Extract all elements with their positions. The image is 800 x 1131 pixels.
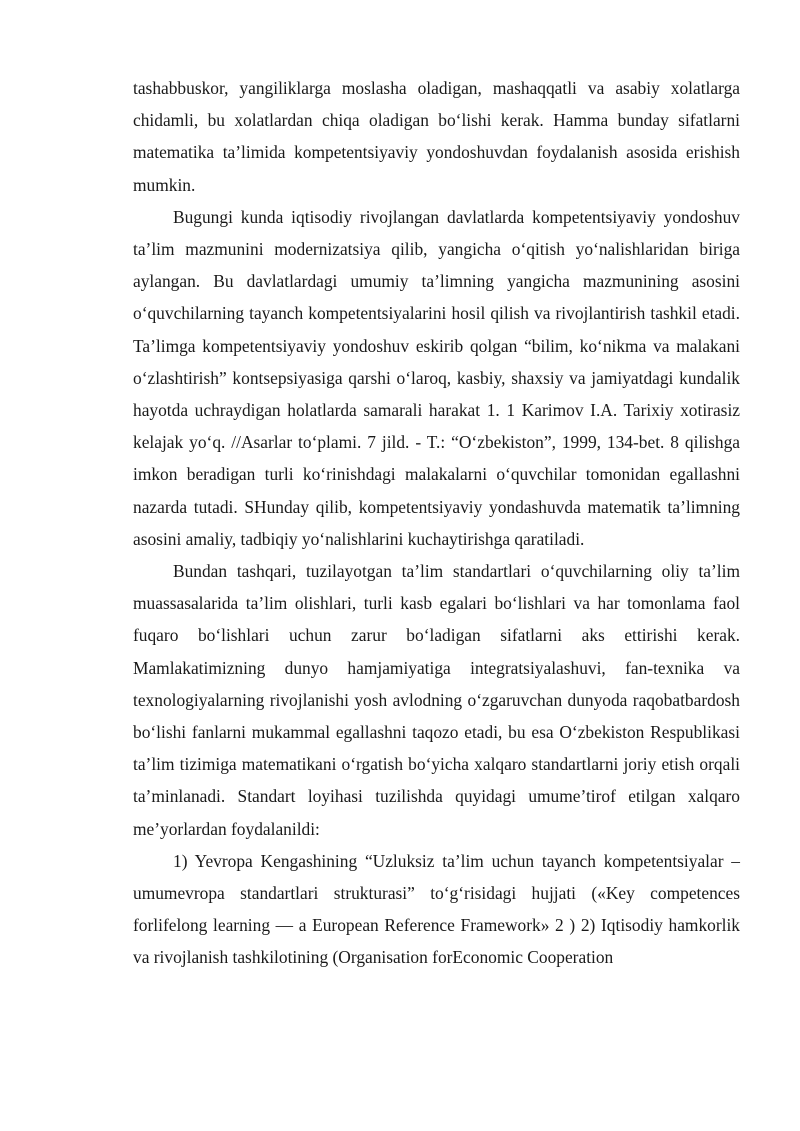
paragraph-education-standards: Bundan tashqari, tuzilayotgan ta’lim standartlari o‘quvchilarning oliy ta’lim muassasalarida ta’lim olishlari, turli kasb egalari bo‘lishlari va har tomonlama faol fuqaro bo‘lishlari uchun zarur bo‘ladigan sifatlarni aks ettirishi kerak. Mamlakatimizning dunyo hamjamiyatiga integratsiyalashuvi, fan-texnika va texnologiyalarning rivojlanishi yosh avlodning o‘zgaruvchan dunyoda raqobatbardosh bo‘lishi fanlarni mukammal egallashni taqozo etadi, bu esa O‘zbekiston Respublikasi ta’lim tizimiga matematikani o‘rgatish bo‘yicha xalqaro standartlarni joriy etish orqali ta’minlanadi. Standart loyihasi tuzilishda quyidagi umume’tirof etilgan xalqaro me’yorlardan foydalanildi: <box>133 561 740 839</box>
paragraph-continuation: tashabbuskor, yangiliklarga moslasha oladigan, mashaqqatli va asabiy xolatlarga chidamli, bu xolatlardan chiqa oladigan bo‘lishi kerak. Hamma bunday sifatlarni matematika ta’limida kompetentsiyaviy yondoshuvdan foydalanish asosida erishish mumkin. <box>133 78 740 195</box>
paragraph-competency-approach: Bugungi kunda iqtisodiy rivojlangan davlatlarda kompetentsiyaviy yondoshuv ta’lim mazmunini modernizatsiya qilib, yangicha o‘qitish yo‘nalishlaridan biriga aylangan. Bu davlatlardagi umumiy ta’limning yangicha mazmunining asosini o‘quvchilarning tayanch kompetentsiyalarini hosil qilish va rivojlantirish tashkil etadi. Ta’limga kompetentsiyaviy yondoshuv eskirib qolgan “bilim, ko‘nikma va malakani o‘zlashtirish” kontsepsiyasiga qarshi o‘laroq, kasbiy, shaxsiy va jamiyatdagi kundalik hayotda uchraydigan holatlarda samarali harakat 1. 1 Karimov I.A. Tarixiy xotirasiz kelajak yo‘q. //Asarlar to‘plami. 7 jild. - T.: “O‘zbekiston”, 1999, 134-bet. 8 qilishga imkon beradigan turli ko‘rinishdagi malakalarni o‘quvchilar tomonidan egallashni nazarda tutadi. SHunday qilib, kompetentsiyaviy yondashuvda matematik ta’limning asosini amaliy, tadbiqiy yo‘nalishlarini kuchaytirishga qaratiladi. <box>133 206 740 549</box>
body-text <box>133 72 740 974</box>
paragraph-international-norms: 1) Yevropa Kengashining “Uzluksiz ta’lim uchun tayanch kompetentsiyalar – umumevropa standartlari strukturasi” to‘g‘risidagi hujjati («Key competences forlifelong learning — a European Reference Framework» 2 ) 2) Iqtisodiy hamkorlik va rivojlanish tashkilotining (Organisation forEconomic Cooperation <box>133 850 740 968</box>
